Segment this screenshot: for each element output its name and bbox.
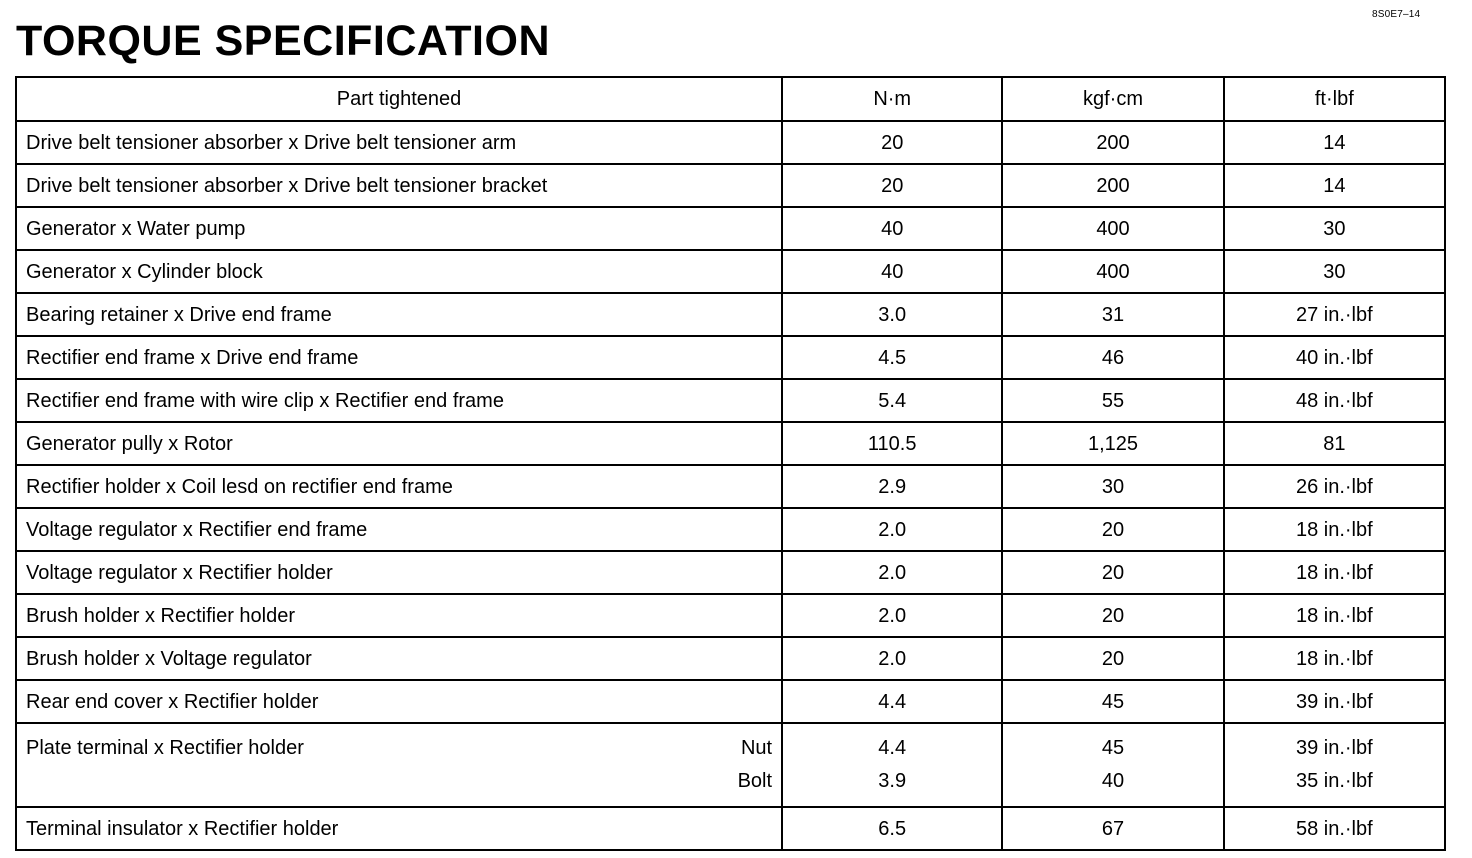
ft-cell: 30	[1224, 250, 1445, 293]
torque-spec-table	[15, 76, 1446, 851]
page-title: TORQUE SPECIFICATION	[16, 17, 550, 65]
table-row	[16, 551, 1445, 594]
part-cell: Brush holder x Rectifier holder	[16, 594, 782, 637]
nm-cell: 6.5	[782, 807, 1002, 850]
table-row	[16, 293, 1445, 336]
table-row	[16, 336, 1445, 379]
kgf-cell: 30	[1002, 465, 1223, 508]
bolt-ft-value: 35 in.·lbf	[1295, 770, 1373, 792]
ft-cell: 18 in.·lbf	[1224, 594, 1445, 637]
column-header-part: Part tightened	[16, 77, 782, 121]
nm-cell: 4.5	[782, 336, 1002, 379]
nm-cell: 5.4	[782, 379, 1002, 422]
table-row	[16, 637, 1445, 680]
nm-cell: 4.4	[782, 680, 1002, 723]
part-cell: Rear end cover x Rectifier holder	[16, 680, 782, 723]
ft-cell: 18 in.·lbf	[1224, 637, 1445, 680]
nm-cell: 2.9	[782, 465, 1002, 508]
kgf-cell: 1,125	[1002, 422, 1223, 465]
table-row	[16, 508, 1445, 551]
part-cell: Drive belt tensioner absorber x Drive belt tensioner bracket	[16, 164, 782, 207]
kgf-cell: 45	[1002, 680, 1223, 723]
part-cell: Rectifier end frame with wire clip x Rectifier end frame	[16, 379, 782, 422]
table-row	[16, 594, 1445, 637]
part-cell: Rectifier holder x Coil lesd on rectifier end frame	[16, 465, 782, 508]
table-row	[16, 250, 1445, 293]
nm-cell: 2.0	[782, 551, 1002, 594]
table-header-row	[16, 77, 1445, 121]
part-cell: Terminal insulator x Rectifier holder	[16, 807, 782, 850]
ft-cell: 18 in.·lbf	[1224, 508, 1445, 551]
document-code: 8S0E7–14	[1372, 9, 1421, 20]
part-cell: Rectifier end frame x Drive end frame	[16, 336, 782, 379]
kgf-cell: 46	[1002, 336, 1223, 379]
nm-cell: 40	[782, 207, 1002, 250]
ft-cell: 81	[1224, 422, 1445, 465]
part-cell: Generator x Cylinder block	[16, 250, 782, 293]
part-cell	[16, 723, 782, 807]
ft-cell: 48 in.·lbf	[1224, 379, 1445, 422]
ft-cell: 14	[1224, 121, 1445, 164]
ft-cell: 39 in.·lbf	[1224, 680, 1445, 723]
plate-terminal-part-label: Plate terminal x Rectifier holder	[26, 737, 304, 759]
nm-cell: 2.0	[782, 637, 1002, 680]
ft-cell: 14	[1224, 164, 1445, 207]
nut-label: Nut	[740, 737, 773, 759]
table-row	[16, 164, 1445, 207]
part-cell: Generator x Water pump	[16, 207, 782, 250]
table-row	[16, 807, 1445, 850]
column-header-kgf: kgf·cm	[1002, 77, 1223, 121]
part-cell: Drive belt tensioner absorber x Drive belt tensioner arm	[16, 121, 782, 164]
part-cell: Voltage regulator x Rectifier end frame	[16, 508, 782, 551]
kgf-cell: 67	[1002, 807, 1223, 850]
bolt-nm-value: 3.9	[878, 770, 907, 792]
table-row-plate-terminal	[16, 723, 1445, 807]
nm-cell: 3.0	[782, 293, 1002, 336]
kgf-cell: 20	[1002, 508, 1223, 551]
part-cell: Generator pully x Rotor	[16, 422, 782, 465]
kgf-cell: 20	[1002, 551, 1223, 594]
kgf-cell: 20	[1002, 594, 1223, 637]
nm-cell: 2.0	[782, 594, 1002, 637]
ft-cell	[1224, 723, 1445, 807]
fastener-type-labels	[738, 736, 772, 802]
table-row	[16, 465, 1445, 508]
bolt-label: Bolt	[737, 770, 773, 792]
table-row	[16, 121, 1445, 164]
part-cell: Brush holder x Voltage regulator	[16, 637, 782, 680]
nm-cell: 20	[782, 164, 1002, 207]
kgf-cell: 200	[1002, 164, 1223, 207]
kgf-cell: 31	[1002, 293, 1223, 336]
column-header-nm: N·m	[782, 77, 1002, 121]
ft-cell: 30	[1224, 207, 1445, 250]
ft-cell: 58 in.·lbf	[1224, 807, 1445, 850]
nut-ft-value: 39 in.·lbf	[1295, 737, 1373, 759]
kgf-cell: 400	[1002, 250, 1223, 293]
ft-cell: 40 in.·lbf	[1224, 336, 1445, 379]
ft-cell: 18 in.·lbf	[1224, 551, 1445, 594]
part-cell: Voltage regulator x Rectifier holder	[16, 551, 782, 594]
nut-nm-value: 4.4	[878, 737, 907, 759]
ft-cell: 27 in.·lbf	[1224, 293, 1445, 336]
table-row	[16, 680, 1445, 723]
nm-cell: 20	[782, 121, 1002, 164]
nm-cell: 40	[782, 250, 1002, 293]
column-header-ft: ft·lbf	[1224, 77, 1445, 121]
nut-kgf-value: 45	[1101, 737, 1125, 759]
part-cell: Bearing retainer x Drive end frame	[16, 293, 782, 336]
table-row	[16, 422, 1445, 465]
table-row	[16, 379, 1445, 422]
kgf-cell: 55	[1002, 379, 1223, 422]
kgf-cell: 20	[1002, 637, 1223, 680]
bolt-kgf-value: 40	[1101, 770, 1125, 792]
nm-cell	[782, 723, 1002, 807]
nm-cell: 2.0	[782, 508, 1002, 551]
kgf-cell: 200	[1002, 121, 1223, 164]
kgf-cell	[1002, 723, 1223, 807]
ft-cell: 26 in.·lbf	[1224, 465, 1445, 508]
table-row	[16, 207, 1445, 250]
kgf-cell: 400	[1002, 207, 1223, 250]
nm-cell: 110.5	[782, 422, 1002, 465]
